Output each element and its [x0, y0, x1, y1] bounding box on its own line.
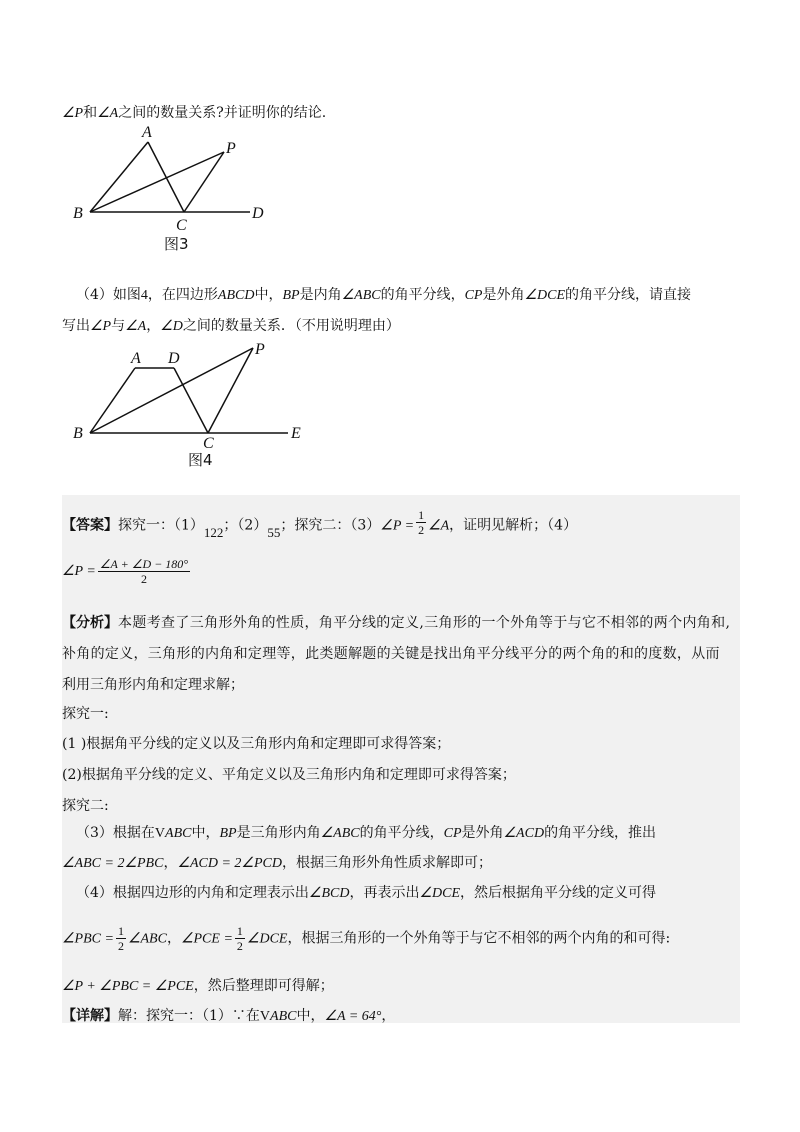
text-run: ，然后根据角平分线的定义可得 — [460, 885, 657, 901]
label-c: C — [203, 435, 214, 452]
text-run: V — [259, 1009, 271, 1024]
fraction-formula-4: $\frac{\angle A + \angle D - 180^\circ}{2}$ — [99, 557, 189, 586]
answer-formula-4: ∠P = $\frac{\angle A + \angle D - 180^\circ}{2}$ — [62, 557, 189, 586]
text-run: 是三角形内角 — [236, 825, 321, 841]
fraction-half: $\frac{1}{2}$ — [117, 924, 124, 953]
text-run: 中， — [254, 287, 283, 303]
figure-3 — [70, 122, 290, 262]
label-a: A — [131, 350, 141, 367]
explore-2-title: 探究二: — [62, 798, 109, 814]
math-run: ∠D — [160, 319, 183, 334]
math-run: ∠A — [125, 319, 147, 334]
math-run: ∠ABC = 2∠PBC — [62, 856, 164, 871]
label-b: B — [73, 425, 83, 442]
math-run: ∠BCD — [308, 886, 350, 901]
explore-1-item-1: (1 )根据角平分线的定义以及三角形内角和定理即可求得答案； — [62, 736, 451, 752]
fraction-half: $\frac{1}{2}$ — [418, 508, 425, 537]
analysis-line-2: 补角的定义，三角形的内角和定理等，此类题解题的关键是找出角平分线平分的两个角的和的度数，从而 — [62, 646, 720, 662]
text-run: 与 — [111, 318, 126, 334]
math-run: ∠DCE — [419, 886, 461, 901]
q4-line-1 — [76, 284, 691, 304]
label-p: P — [226, 140, 236, 157]
segment-ac — [148, 142, 184, 212]
math-run: ∠ACD — [503, 826, 545, 841]
answer-value-2: 55 — [267, 524, 281, 540]
answer-label: 【答案】 — [62, 517, 118, 534]
math-run: ∠ABC — [341, 288, 381, 303]
explore-1-title: 探究一: — [62, 706, 109, 722]
answer-line: 【答案】探究一：（1）122；（2）55；探究二：（3）∠P = $\frac{1}{2}$ ∠A，证明见解析；（4） — [62, 508, 578, 540]
text-run: 中， — [296, 1008, 325, 1024]
text-run: ， — [381, 1008, 396, 1024]
math-run: ∠A = 64° — [324, 1009, 382, 1024]
label-b: B — [73, 205, 83, 222]
text-run: 4 — [140, 288, 148, 303]
explore-2-item-4-line-1 — [76, 882, 656, 902]
analysis-line-3: 利用三角形内角和定理求解； — [62, 677, 244, 693]
text-run: 的角平分线， — [359, 825, 444, 841]
text-run: ，然后整理即可得解； — [193, 978, 334, 994]
text-run: （3）根据在 — [76, 825, 155, 841]
text-run: 是外角 — [461, 825, 504, 841]
text-run: 是内角 — [299, 287, 342, 303]
text-run: 之间的数量关系．（不用说明理由） — [182, 318, 400, 334]
segment-ba — [90, 368, 135, 433]
text-run: 解：探究一：（1）∵在 — [118, 1008, 260, 1024]
explore-1-item-2: (2)根据角平分线的定义、平角定义以及三角形内角和定理即可求得答案； — [62, 767, 516, 783]
text-run: 的角平分线，请直接 — [565, 287, 692, 303]
text-run: 中， — [191, 825, 220, 841]
text-run: ，在四边形 — [147, 287, 218, 303]
detail-line-1 — [62, 1005, 395, 1025]
math-run: ∠P + ∠PBC = ∠PCE — [62, 979, 194, 994]
segment-dc — [174, 368, 208, 433]
math-run: ∠P — [90, 319, 112, 334]
text-run: ， — [163, 855, 178, 871]
explore-2-item-4-line-3 — [62, 975, 334, 995]
text-run: 的角平分线，推出 — [544, 825, 657, 841]
analysis-label: 【分析】 — [62, 615, 118, 631]
label-c: C — [176, 217, 187, 234]
analysis-line-1: 【分析】本题考查了三角形外角的性质，角平分线的定义,三角形的一个外角等于与它不相邻的两个内角和, — [62, 615, 731, 631]
label-a: A — [142, 124, 152, 141]
math-run: ABC — [270, 1009, 297, 1024]
explore-2-item-3-line-1 — [76, 822, 656, 842]
text-run: （4）如图 — [76, 287, 141, 303]
figure-4-caption: 图4 — [188, 451, 213, 468]
text-run: 的角平分线， — [380, 287, 465, 303]
math-run: CP — [443, 826, 462, 841]
segment-ba — [90, 142, 148, 212]
math-run: ABCD — [217, 288, 255, 303]
angle-p: ∠P — [62, 106, 84, 121]
q4-line-2 — [62, 315, 400, 335]
math-run: BP — [219, 826, 237, 841]
text-run: V — [154, 826, 166, 841]
figure-4 — [70, 338, 330, 468]
explore-2-item-4-line-2: ∠PBC = $\frac{1}{2}$ ∠ABC，∠PCE = $\frac{1}{2}$ ∠DCE，根据三角形的一个外角等于与它不相邻的两个内角的和可得: — [62, 924, 671, 953]
label-e: E — [291, 425, 301, 442]
math-run: BP — [282, 288, 300, 303]
figure-3-caption: 图3 — [164, 235, 189, 253]
answer-value-1: 122 — [203, 524, 224, 540]
text-run: ， — [146, 318, 161, 334]
q3-tail-line: ∠P和∠A之间的数量关系?并证明你的结论. — [62, 105, 327, 121]
text-run: ，根据三角形外角性质求解即可； — [282, 855, 492, 871]
explore-2-item-3-line-2 — [62, 852, 492, 872]
math-run: ABC — [165, 826, 192, 841]
text-run: （4）根据四边形的内角和定理表示出 — [76, 885, 309, 901]
fraction-half: $\frac{1}{2}$ — [236, 924, 243, 953]
label-p: P — [255, 341, 265, 358]
label-d: D — [168, 350, 180, 367]
text-run: 写出 — [62, 318, 90, 334]
math-run: ∠DCE — [524, 288, 566, 303]
segment-cp — [208, 348, 253, 433]
detail-label: 【详解】 — [62, 1008, 118, 1024]
math-run: ∠ACD = 2∠PCD — [177, 856, 282, 871]
label-d: D — [252, 205, 264, 222]
math-run: ∠ABC — [320, 826, 360, 841]
angle-a: ∠A — [97, 106, 119, 121]
text-run: 是外角 — [482, 287, 525, 303]
text-run: ，再表示出 — [349, 885, 420, 901]
math-run: CP — [464, 288, 483, 303]
